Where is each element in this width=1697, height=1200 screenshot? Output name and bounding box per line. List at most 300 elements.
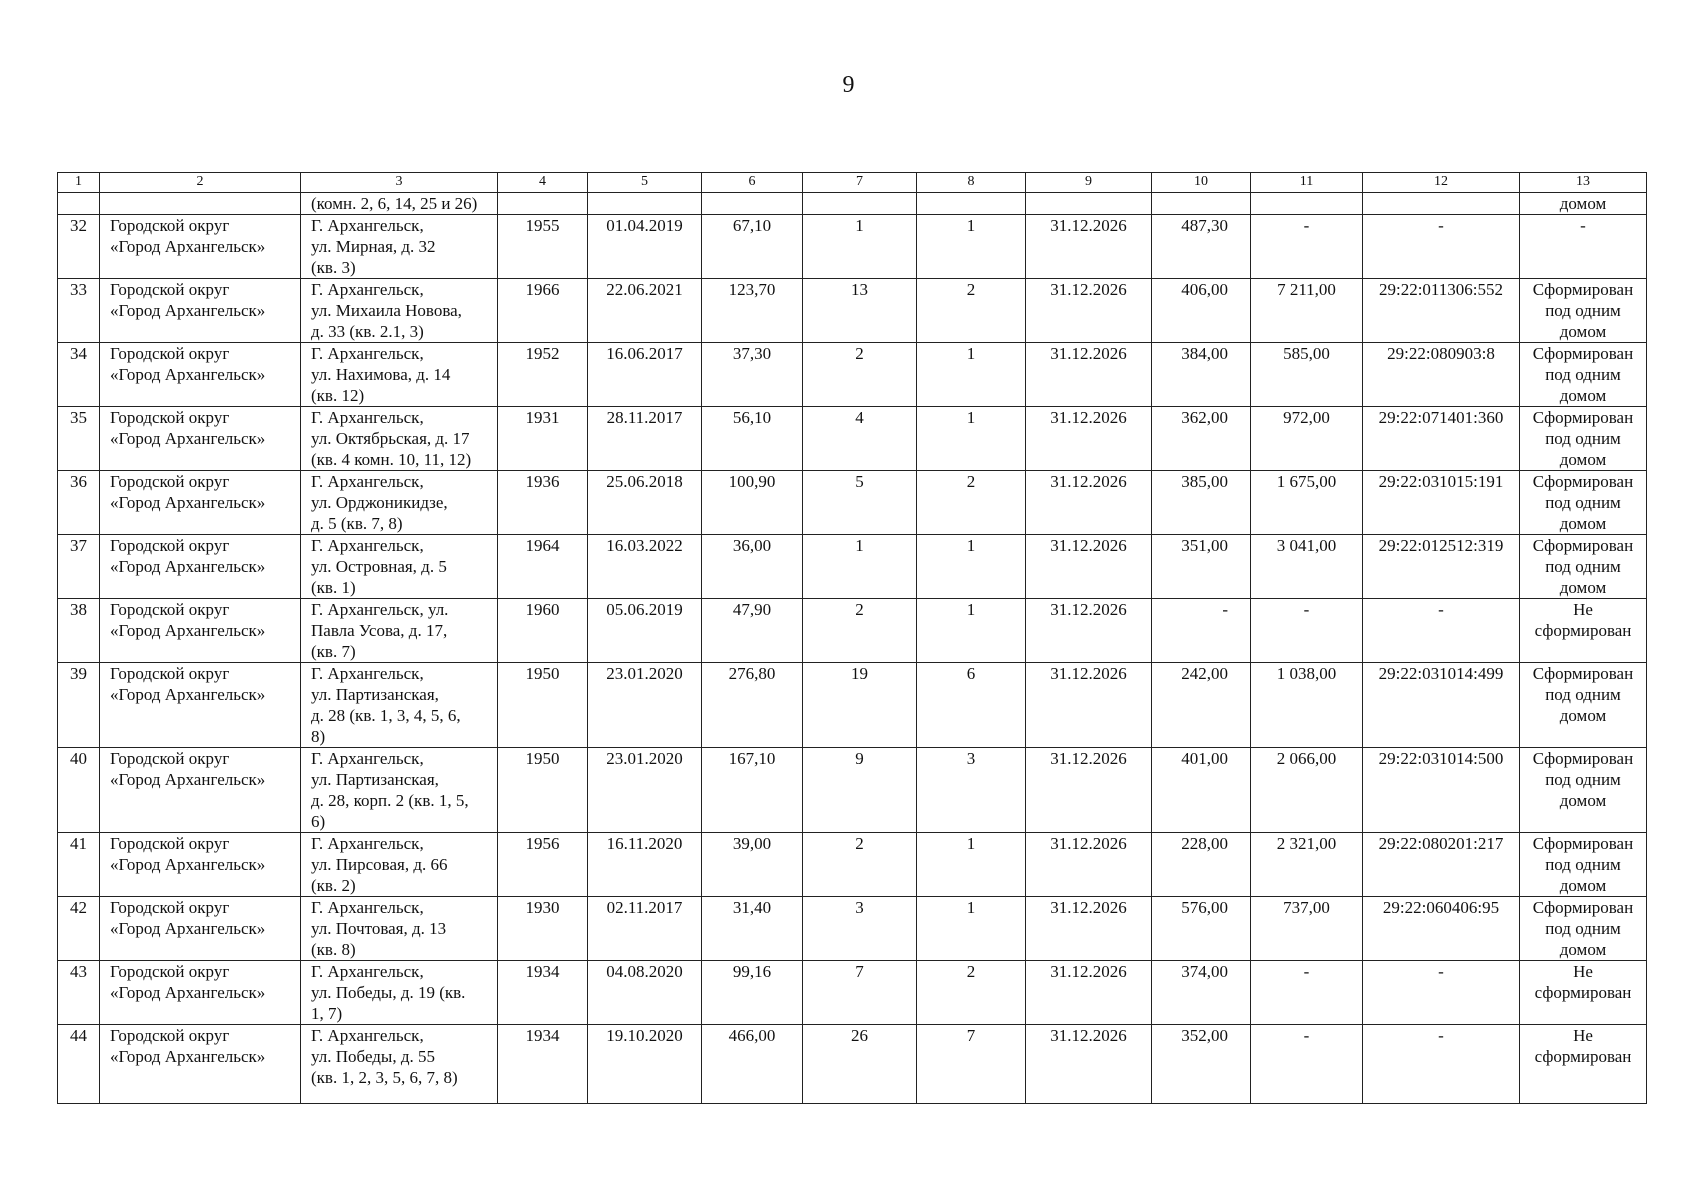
value-11-cell: 7 211,00 [1251,279,1363,343]
address-cell-line: ул. Мирная, д. 32 [311,237,436,256]
residents-cell: 1 [803,535,917,599]
owner-cell-line: «Город Архангельск» [110,1047,266,1066]
cadastral-number-cell: 29:22:031014:500 [1363,748,1520,833]
deadline-cell: 31.12.2026 [1026,343,1152,407]
residents-cell: 5 [803,471,917,535]
column-number-header: 3 [301,173,498,193]
residents-cell: 19 [803,663,917,748]
value-10-cell: 228,00 [1152,833,1251,897]
status-cell-line: под одним [1545,493,1621,512]
status-cell-line: Сформирован [1532,898,1634,917]
residents-cell: 1 [803,215,917,279]
row-number: 44 [58,1025,100,1104]
status-cell-line: Сформирован [1532,536,1634,555]
area-cell: 167,10 [702,748,803,833]
area-cell: 37,30 [702,343,803,407]
year-cell: 1966 [498,279,588,343]
deadline-cell: 31.12.2026 [1026,748,1152,833]
address-cell-line: (кв. 3) [311,258,356,277]
address-cell-line: д. 5 (кв. 7, 8) [311,514,403,533]
row-number: 40 [58,748,100,833]
value-10-cell: - [1152,599,1251,663]
owner-cell-line: «Город Архангельск» [110,983,266,1002]
year-cell: 1960 [498,599,588,663]
status-cell-line: под одним [1545,770,1621,789]
continuation-row [58,193,1647,215]
row-number: 39 [58,663,100,748]
deadline-cell: 31.12.2026 [1026,1025,1152,1104]
table-row [58,748,1647,833]
status-cell [1520,343,1647,407]
column-number-header: 8 [917,173,1026,193]
column-number-header: 5 [588,173,702,193]
value-11-cell: - [1251,599,1363,663]
owner-cell-line: «Город Архангельск» [110,770,266,789]
area-cell: 466,00 [702,1025,803,1104]
area-cell: 276,80 [702,663,803,748]
address-cell-line: (кв. 1, 2, 3, 5, 6, 7, 8) [311,1068,458,1087]
address-cell-line: Г. Архангельск, [311,749,424,768]
column-number-header: 11 [1251,173,1363,193]
apartments-cell: 1 [917,343,1026,407]
table-row [58,897,1647,961]
empty-cell [1363,193,1520,215]
address-cell [301,599,498,663]
table-row [58,535,1647,599]
empty-cell [58,193,100,215]
status-cell [1520,833,1647,897]
table-row [58,279,1647,343]
date-cell: 16.11.2020 [588,833,702,897]
status-cell [1520,215,1647,279]
status-cell [1520,1025,1647,1104]
status-cell-line: домом [1559,876,1607,895]
status-cell-line: сформирован [1534,983,1632,1002]
owner-cell-line: Городской округ [110,216,230,235]
table-row [58,961,1647,1025]
address-cell-line: Г. Архангельск, [311,1026,424,1045]
apartments-cell: 2 [917,961,1026,1025]
residents-cell: 2 [803,343,917,407]
row-number: 32 [58,215,100,279]
empty-cell [917,193,1026,215]
area-cell: 31,40 [702,897,803,961]
address-cell-line: Г. Архангельск, [311,962,424,981]
area-cell: 56,10 [702,407,803,471]
address-cell-line: 1, 7) [311,1004,343,1023]
status-cell-line: Сформирован [1532,834,1634,853]
empty-cell [1152,193,1251,215]
residents-cell: 26 [803,1025,917,1104]
owner-cell-line: «Город Архангельск» [110,365,266,384]
cadastral-number-cell: 29:22:011306:552 [1363,279,1520,343]
address-cell-line: ул. Победы, д. 19 (кв. [311,983,466,1002]
owner-cell [100,897,301,961]
status-cell-line: домом [1559,194,1607,213]
status-cell-line: Сформирован [1532,280,1634,299]
deadline-cell: 31.12.2026 [1026,833,1152,897]
status-cell-line: сформирован [1534,1047,1632,1066]
address-cell-line: Г. Архангельск, [311,898,424,917]
owner-cell-line: «Город Архангельск» [110,557,266,576]
year-cell: 1956 [498,833,588,897]
year-cell: 1931 [498,407,588,471]
area-cell: 47,90 [702,599,803,663]
date-cell: 23.01.2020 [588,748,702,833]
address-cell [301,215,498,279]
address-cell-line: Г. Архангельск, [311,344,424,363]
year-cell: 1930 [498,897,588,961]
year-cell: 1950 [498,663,588,748]
status-cell-line: под одним [1545,301,1621,320]
row-number: 34 [58,343,100,407]
address-cell-line: ул. Орджоникидзе, [311,493,448,512]
year-cell: 1936 [498,471,588,535]
address-cell [301,1025,498,1104]
residents-cell: 3 [803,897,917,961]
table-row [58,1025,1647,1104]
value-10-cell: 384,00 [1152,343,1251,407]
address-cell-line: Г. Архангельск, ул. [311,600,449,619]
value-11-cell: 2 066,00 [1251,748,1363,833]
owner-cell-line: «Город Архангельск» [110,429,266,448]
column-number-header: 9 [1026,173,1152,193]
row-number: 38 [58,599,100,663]
apartments-cell: 1 [917,897,1026,961]
apartments-cell: 1 [917,599,1026,663]
owner-cell [100,535,301,599]
deadline-cell: 31.12.2026 [1026,961,1152,1025]
address-cell-line: д. 28, корп. 2 (кв. 1, 5, [311,791,469,810]
owner-cell-line: Городской округ [110,962,230,981]
status-cell-line: под одним [1545,557,1621,576]
address-cell [301,471,498,535]
address-cell-line: (кв. 4 комн. 10, 11, 12) [311,450,472,469]
owner-cell-line: «Город Архангельск» [110,919,266,938]
table-row [58,833,1647,897]
value-11-cell: - [1251,215,1363,279]
row-number: 36 [58,471,100,535]
owner-cell-line: Городской округ [110,1026,230,1045]
area-cell: 36,00 [702,535,803,599]
status-cell-line: под одним [1545,429,1621,448]
value-11-cell: 585,00 [1251,343,1363,407]
apartments-cell: 2 [917,279,1026,343]
owner-cell-line: Городской округ [110,749,230,768]
address-cell [301,748,498,833]
cadastral-number-cell: 29:22:060406:95 [1363,897,1520,961]
status-cell-line: Сформирован [1532,344,1634,363]
date-cell: 16.06.2017 [588,343,702,407]
date-cell: 28.11.2017 [588,407,702,471]
owner-cell-line: Городской округ [110,664,230,683]
apartments-cell: 1 [917,833,1026,897]
owner-cell-line: «Город Архангельск» [110,855,266,874]
owner-cell [100,961,301,1025]
value-11-cell: - [1251,961,1363,1025]
status-cell-line: под одним [1545,855,1621,874]
deadline-cell: 31.12.2026 [1026,599,1152,663]
value-10-cell: 351,00 [1152,535,1251,599]
value-10-cell: 487,30 [1152,215,1251,279]
date-cell: 22.06.2021 [588,279,702,343]
owner-cell [100,215,301,279]
owner-cell [100,599,301,663]
status-cell-line: сформирован [1534,621,1632,640]
owner-cell [100,471,301,535]
address-cell-line: Павла Усова, д. 17, [311,621,448,640]
address-cell-line: Г. Архангельск, [311,834,424,853]
empty-cell [100,193,301,215]
status-cell [1520,663,1647,748]
cadastral-number-cell: 29:22:031015:191 [1363,471,1520,535]
address-cell-line: Г. Архангельск, [311,408,424,427]
status-cell-line: под одним [1545,919,1621,938]
address-cell-line: ул. Октябрьская, д. 17 [311,429,470,448]
empty-cell [498,193,588,215]
owner-cell [100,1025,301,1104]
table-row [58,663,1647,748]
row-number: 33 [58,279,100,343]
column-number-header: 2 [100,173,301,193]
address-cell-line: Г. Архангельск, [311,664,424,683]
address-cell-line: ул. Пирсовая, д. 66 [311,855,448,874]
status-cell-line: Сформирован [1532,664,1634,683]
address-cell-line: ул. Нахимова, д. 14 [311,365,451,384]
address-cell [301,193,498,215]
empty-cell [1251,193,1363,215]
owner-cell [100,833,301,897]
year-cell: 1934 [498,1025,588,1104]
residents-cell: 4 [803,407,917,471]
cadastral-number-cell: 29:22:031014:499 [1363,663,1520,748]
value-10-cell: 374,00 [1152,961,1251,1025]
address-cell-line: ул. Михаила Новова, [311,301,462,320]
apartments-cell: 1 [917,535,1026,599]
table-row [58,599,1647,663]
address-cell-line: Г. Архангельск, [311,472,424,491]
address-cell [301,279,498,343]
status-cell-line: - [1580,216,1586,235]
address-cell-line: ул. Партизанская, [311,685,439,704]
column-number-header: 7 [803,173,917,193]
apartments-cell: 7 [917,1025,1026,1104]
owner-cell-line: Городской округ [110,536,230,555]
area-cell: 39,00 [702,833,803,897]
owner-cell [100,343,301,407]
status-cell-line: Не [1573,1026,1593,1045]
address-cell [301,535,498,599]
address-cell-line: (кв. 2) [311,876,356,895]
status-cell-line: домом [1559,706,1607,725]
row-number: 41 [58,833,100,897]
owner-cell-line: Городской округ [110,344,230,363]
status-cell [1520,279,1647,343]
status-cell-line: Не [1573,962,1593,981]
deadline-cell: 31.12.2026 [1026,407,1152,471]
header-row [58,173,1647,193]
cadastral-number-cell: 29:22:071401:360 [1363,407,1520,471]
address-cell-line: (кв. 1) [311,578,356,597]
address-cell-line: ул. Почтовая, д. 13 [311,919,447,938]
apartments-cell: 2 [917,471,1026,535]
year-cell: 1934 [498,961,588,1025]
address-cell [301,897,498,961]
status-cell-line: под одним [1545,365,1621,384]
row-number: 42 [58,897,100,961]
address-cell-line: 8) [311,727,326,746]
address-cell [301,961,498,1025]
date-cell: 02.11.2017 [588,897,702,961]
area-cell: 100,90 [702,471,803,535]
empty-cell [588,193,702,215]
cadastral-number-cell: - [1363,215,1520,279]
value-11-cell: 2 321,00 [1251,833,1363,897]
address-cell-line: Г. Архангельск, [311,536,424,555]
cadastral-number-cell: - [1363,1025,1520,1104]
address-cell-line: ул. Островная, д. 5 [311,557,447,576]
value-11-cell: 737,00 [1251,897,1363,961]
owner-cell-line: Городской округ [110,600,230,619]
status-cell-line: домом [1559,791,1607,810]
column-number-header: 1 [58,173,100,193]
address-cell-line: 6) [311,812,326,831]
date-cell: 25.06.2018 [588,471,702,535]
status-cell-line: Не [1573,600,1593,619]
year-cell: 1964 [498,535,588,599]
deadline-cell: 31.12.2026 [1026,897,1152,961]
address-cell [301,407,498,471]
apartments-cell: 1 [917,215,1026,279]
status-cell-line: домом [1559,386,1607,405]
status-cell [1520,407,1647,471]
row-number: 35 [58,407,100,471]
area-cell: 67,10 [702,215,803,279]
page-number: 9 [842,72,855,98]
address-cell-line: д. 33 (кв. 2.1, 3) [311,322,424,341]
area-cell: 99,16 [702,961,803,1025]
owner-cell-line: «Город Архангельск» [110,685,266,704]
value-11-cell: - [1251,1025,1363,1104]
residents-cell: 7 [803,961,917,1025]
value-10-cell: 401,00 [1152,748,1251,833]
owner-cell-line: Городской округ [110,408,230,427]
area-cell: 123,70 [702,279,803,343]
status-cell-line: домом [1559,514,1607,533]
address-cell [301,343,498,407]
date-cell: 19.10.2020 [588,1025,702,1104]
deadline-cell: 31.12.2026 [1026,535,1152,599]
value-10-cell: 352,00 [1152,1025,1251,1104]
owner-cell-line: Городской округ [110,280,230,299]
value-11-cell: 972,00 [1251,407,1363,471]
cadastral-number-cell: - [1363,599,1520,663]
owner-cell [100,663,301,748]
owner-cell-line: Городской округ [110,472,230,491]
status-cell [1520,193,1647,215]
status-cell-line: домом [1559,450,1607,469]
housing-table [57,172,1647,1104]
empty-cell [803,193,917,215]
residents-cell: 2 [803,833,917,897]
row-number: 37 [58,535,100,599]
date-cell: 23.01.2020 [588,663,702,748]
value-10-cell: 242,00 [1152,663,1251,748]
value-10-cell: 406,00 [1152,279,1251,343]
column-number-header: 4 [498,173,588,193]
value-10-cell: 576,00 [1152,897,1251,961]
status-cell [1520,471,1647,535]
deadline-cell: 31.12.2026 [1026,215,1152,279]
status-cell-line: Сформирован [1532,408,1634,427]
residents-cell: 9 [803,748,917,833]
address-cell-line: Г. Архангельск, [311,216,424,235]
status-cell [1520,961,1647,1025]
residents-cell: 2 [803,599,917,663]
status-cell-line: домом [1559,940,1607,959]
owner-cell-line: «Город Архангельск» [110,621,266,640]
apartments-cell: 6 [917,663,1026,748]
date-cell: 16.03.2022 [588,535,702,599]
cadastral-number-cell: - [1363,961,1520,1025]
row-number: 43 [58,961,100,1025]
column-number-header: 12 [1363,173,1520,193]
date-cell: 05.06.2019 [588,599,702,663]
date-cell: 04.08.2020 [588,961,702,1025]
year-cell: 1955 [498,215,588,279]
deadline-cell: 31.12.2026 [1026,471,1152,535]
address-cell-line: Г. Архангельск, [311,280,424,299]
status-cell-line: домом [1559,322,1607,341]
address-cell-line: ул. Партизанская, [311,770,439,789]
status-cell-line: Сформирован [1532,472,1634,491]
status-cell-line: под одним [1545,685,1621,704]
address-cell-line: (комн. 2, 6, 14, 25 и 26) [311,194,478,213]
status-cell-line: домом [1559,578,1607,597]
cadastral-number-cell: 29:22:012512:319 [1363,535,1520,599]
owner-cell-line: Городской округ [110,898,230,917]
empty-cell [702,193,803,215]
status-cell [1520,897,1647,961]
column-number-header: 13 [1520,173,1647,193]
address-cell-line: д. 28 (кв. 1, 3, 4, 5, 6, [311,706,461,725]
owner-cell [100,407,301,471]
residents-cell: 13 [803,279,917,343]
table-row [58,471,1647,535]
address-cell-line: (кв. 8) [311,940,356,959]
owner-cell [100,279,301,343]
address-cell-line: (кв. 12) [311,386,365,405]
column-number-header: 10 [1152,173,1251,193]
value-10-cell: 362,00 [1152,407,1251,471]
cadastral-number-cell: 29:22:080201:217 [1363,833,1520,897]
year-cell: 1952 [498,343,588,407]
deadline-cell: 31.12.2026 [1026,663,1152,748]
owner-cell-line: «Город Архангельск» [110,493,266,512]
table-row [58,343,1647,407]
owner-cell-line: «Город Архангельск» [110,237,266,256]
cadastral-number-cell: 29:22:080903:8 [1363,343,1520,407]
apartments-cell: 1 [917,407,1026,471]
table-row [58,215,1647,279]
apartments-cell: 3 [917,748,1026,833]
value-11-cell: 1 675,00 [1251,471,1363,535]
deadline-cell: 31.12.2026 [1026,279,1152,343]
status-cell-line: Сформирован [1532,749,1634,768]
status-cell [1520,748,1647,833]
status-cell [1520,535,1647,599]
owner-cell-line: Городской округ [110,834,230,853]
